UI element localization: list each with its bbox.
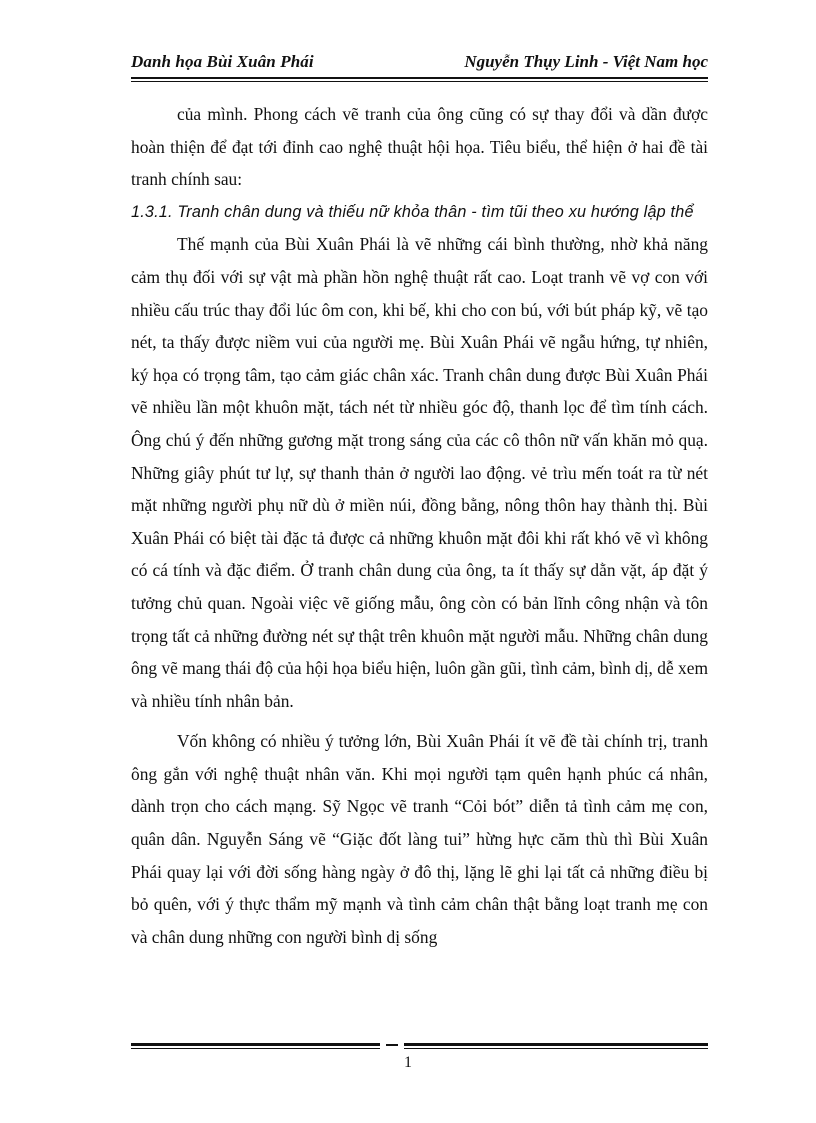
header-rule-thick — [131, 77, 708, 79]
header-author: Nguyễn Thụy Linh - Việt Nam học — [464, 52, 708, 71]
section-heading: 1.3.1. Tranh chân dung và thiếu nữ khỏa thân - tìm tũi theo xu hướng lập thể — [131, 202, 694, 221]
footer-rule-mark — [386, 1044, 398, 1046]
paragraph-1: của mình. Phong cách vẽ tranh của ông cũng có sự thay đổi và dần được hoàn thiện để đạt tới đỉnh cao nghệ thuật hội họa. Tiêu biểu, thể hiện ở hai đề tài tranh chính sau: — [131, 104, 708, 190]
paragraph-3: Vốn không có nhiều ý tưởng lớn, Bùi Xuân Phái ít vẽ đề tài chính trị, tranh ông gắn với nghệ thuật nhân văn. Khi mọi người tạm quên hạnh phúc cá nhân, dành trọn cho cách mạng. Sỹ Ngọc vẽ tranh “Cỏi bót” diễn tả tình cảm mẹ con, quân dân. Nguyễn Sáng vẽ “Giặc đốt làng tui” hừng hực căm thù thì Bùi Xuân Phái quay lại với đời sống hàng ngày ở đô thị, lặng lẽ ghi lại tất cả những điều bị bỏ quên, với ý thực thẩm mỹ mạnh và tình cảm chân thật bằng loạt tranh mẹ con và chân dung những con người bình dị sống — [131, 731, 708, 947]
header-book-title: Danh họa Bùi Xuân Phái — [131, 52, 314, 71]
page-header — [131, 52, 708, 76]
header-rule-thin — [131, 81, 708, 82]
footer-rule-thick — [131, 1043, 708, 1046]
paragraph-2: Thế mạnh của Bùi Xuân Phái là vẽ những cái bình thường, nhờ khả năng cảm thụ đối với sự vật mà phần hồn nghệ thuật rất cao. Loạt tranh vẽ vợ con với nhiều cấu trúc thay đổi lúc ôm con, khi bế, khi cho con bú, với bút pháp kỹ, vẽ tạo nét, ta thấy được niềm vui của người mẹ. Bùi Xuân Phái vẽ ngẫu hứng, tự nhiên, ký họa có trọng tâm, tạo cảm giác chân xác. Tranh chân dung được Bùi Xuân Phái vẽ nhiều lần một khuôn mặt, tách nét từ nhiều góc độ, thanh lọc để tìm tính cách. Ông chú ý đến những gương mặt trong sáng của các cô thôn nữ vấn khăn mỏ quạ. Những giây phút tư lự, sự thanh thản ở người lao động. vẻ trìu mến toát ra từ nét mặt những người phụ nữ dù ở miền núi, đồng bằng, nông thôn hay thành thị. Bùi Xuân Phái có biệt tài đặc tả được cả những khuôn mặt đôi khi rất khó vẽ vì không có cá tính và đặc điểm. Ở tranh chân dung của ông, ta ít thấy sự dằn vặt, áp đặt ý tưởng chủ quan. Ngoài việc vẽ giống mẫu, ông còn có bản lĩnh công nhận và tôn trọng tất cả những đường nét sự thật trên khuôn mặt người mẫu. Những chân dung ông vẽ mang thái độ của hội họa biểu hiện, luôn gần gũi, tình cảm, bình dị, dễ xem và nhiều tính nhân bản. — [131, 234, 708, 711]
page-body — [131, 98, 708, 953]
footer-rule-thin — [131, 1048, 708, 1049]
page-number: 1 — [404, 1054, 412, 1071]
paragraph-spacer — [131, 717, 708, 725]
